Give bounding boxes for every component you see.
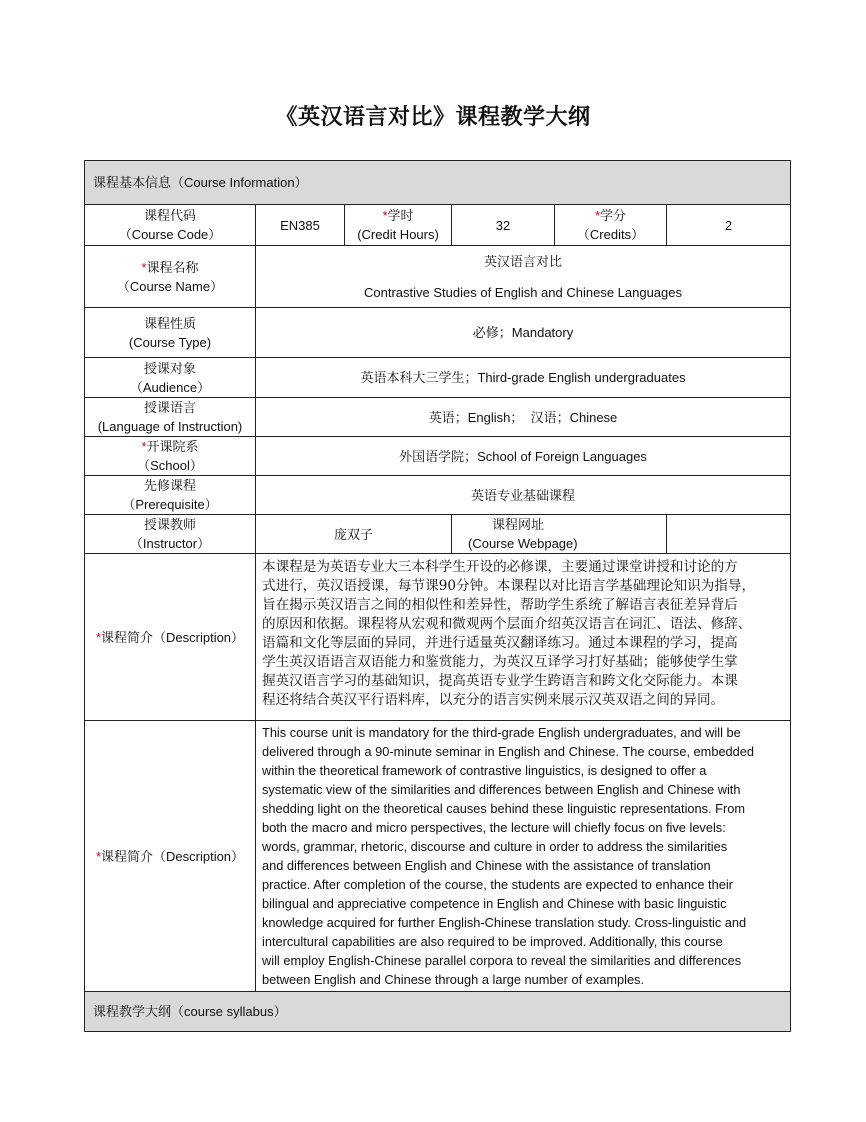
- description-en-text: This course unit is mandatory for the third-grade English undergraduates, and will be delivered through a 90-minute seminar in English and Chinese. The course, embedded within the theoretical framework of contrastive linguistics, is designed to offer a systematic view of the similarities and differences between English and Chinese with shedding light on the theoretical causes behind these linguistic representations. From both the macro and micro perspectives, the lecture will chiefly focus on five levels: words, grammar, rhetoric, discourse and culture in order to address the similarities and differences between English and Chinese with the assistance of translation practice. After completion of the course, the students are expected to enhance their bilingual and appreciative competence in English and Chinese with basic linguistic knowledge acquired for further English-Chinese translation study. Cross-linguistic and intercultural capabilities are also required to be improved. Additionally, this course will employ English-Chinese parallel corpora to reveal the similarities and differences between English and Chinese through a large number of examples.: [256, 721, 791, 992]
- value-credits: 2: [667, 205, 791, 246]
- value-language: 英语；English； 汉语；Chinese: [256, 398, 791, 437]
- required-star: *: [141, 259, 147, 275]
- required-star: *: [382, 208, 388, 223]
- label-instructor: 授课教师 （Instructor）: [85, 515, 256, 554]
- row-school: [85, 437, 791, 476]
- label-credits: *学分 （Credits）: [555, 205, 667, 246]
- row-audience: [85, 358, 791, 398]
- section-course-information: 课程基本信息（Course Information）: [85, 161, 791, 205]
- value-credit-hours: 32: [452, 205, 555, 246]
- value-audience: 英语本科大三学生；Third-grade English undergraduates: [256, 358, 791, 398]
- label-course-webpage: 课程网址 (Course Webpage): [452, 515, 667, 554]
- label-school: *开课院系 （School）: [85, 437, 256, 476]
- label-description-cn: *课程简介（Description）: [85, 554, 256, 721]
- section-course-syllabus: 课程教学大纲（course syllabus）: [85, 992, 791, 1032]
- value-prerequisite: 英语专业基础课程: [256, 476, 791, 515]
- value-course-code: EN385: [256, 205, 345, 246]
- row-language: [85, 398, 791, 437]
- row-description-cn: [85, 554, 791, 721]
- value-instructor: 庞双子: [256, 515, 452, 554]
- syllabus-header-row: [85, 992, 791, 1032]
- section-header-row: [85, 161, 791, 205]
- row-course-type: [85, 308, 791, 358]
- course-info-table: [84, 160, 791, 1032]
- required-star: *: [95, 629, 102, 645]
- label-course-type: 课程性质 (Course Type): [85, 308, 256, 358]
- label-prerequisite: 先修课程 （Prerequisite）: [85, 476, 256, 515]
- row-prerequisite: [85, 476, 791, 515]
- description-cn-text: 本课程是为英语专业大三本科学生开设的必修课，主要通过课堂讲授和讨论的方 式进行，英汉语授课，每节课90分钟。本课程以对比语言学基础理论知识为指导， 旨在揭示英汉语言之间的相似性和差异性，帮助学生系统了解语言表征差异背后 的原因和依据。课程将从宏观和微观两个层面介绍英汉语言在词汇、语法、修辞、 语篇和文化等层面的异同，并进行适量英汉翻译练习。通过本课程的学习，提高 学生英汉语语言双语能力和鉴赏能力，为英汉互译学习打好基础；能够使学生掌 握英汉语言学习的基础知识，提高英语专业学生跨语言和跨文化交际能力。本课 程还将结合英汉平行语料库，以充分的语言实例来展示汉英双语之间的异同。: [256, 554, 791, 721]
- row-code-hours-credits: [85, 205, 791, 246]
- value-course-webpage: [667, 515, 791, 554]
- required-star: *: [95, 848, 102, 864]
- row-instructor: [85, 515, 791, 554]
- label-course-code: 课程代码 （Course Code）: [85, 205, 256, 246]
- label-audience: 授课对象 （Audience）: [85, 358, 256, 398]
- value-course-name: 英汉语言对比 Contrastive Studies of English and Chinese Languages: [256, 246, 791, 308]
- value-course-type: 必修；Mandatory: [256, 308, 791, 358]
- required-star: *: [594, 208, 601, 223]
- row-course-name: [85, 246, 791, 308]
- label-course-name: *课程名称 （Course Name）: [85, 246, 256, 308]
- row-description-en: [85, 721, 791, 992]
- page-title: 《英汉语言对比》课程教学大纲: [275, 105, 591, 130]
- label-description-en: *课程简介（Description）: [85, 721, 256, 992]
- required-star: *: [141, 439, 147, 454]
- label-language: 授课语言 (Language of Instruction): [85, 398, 256, 437]
- value-school: 外国语学院；School of Foreign Languages: [256, 437, 791, 476]
- label-credit-hours: *学时 (Credit Hours): [345, 205, 452, 246]
